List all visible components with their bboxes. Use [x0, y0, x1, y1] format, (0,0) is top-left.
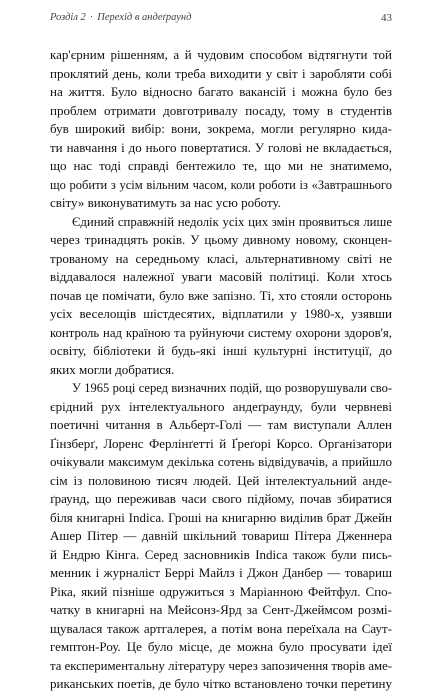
text-line: що робити з усім вільним часом, коли роботи із «Завтрашнього	[50, 177, 392, 192]
text-line: усіх веселощів шістдесятих, відплатили у 1980-х, узявши	[50, 306, 392, 321]
text-line: яких могли добратися.	[50, 361, 175, 377]
text-line: ґраунд, що переживав часи свого підйому, почав збиратися	[50, 491, 392, 506]
text-line: трованому на середньому класі, альтернативному світі не	[50, 250, 392, 266]
text-line: був широкий вибір: вони, зокрема, могли регулярно кида-	[50, 121, 392, 136]
text-line: Єдиний справжній недолік усіх цих змін проявиться лише	[72, 214, 392, 229]
text-line: освіту, бібліотеки й будь-які інші культурні інституції, до	[50, 343, 392, 358]
page-number: 43	[381, 12, 392, 24]
text-line: риканських поетів, де було чітко встановлено точки перетину	[50, 676, 392, 691]
body-text	[50, 46, 392, 694]
text-line: контроль над країною та руйнуючи систему охорони здоров'я,	[50, 325, 392, 340]
text-line: почав це помічати, було вже запізно. Ті, хто стояли осторонь	[50, 287, 392, 303]
text-line: єрідний рух інтелектуального андеґраунду, були червневі	[50, 398, 392, 414]
text-line: чатку в книгарні на Мейсонз-Ярд за Сент-Джеймсом розмі-	[50, 602, 392, 617]
text-line: світу» виконуватимуть за нас усю роботу.	[50, 195, 281, 210]
text-line: поетичні читання в Альберт-Голі — там виступали Аллен	[50, 417, 392, 432]
text-line: біля книгарні Indica. Гроші на книгарню виділив брат Джейн	[50, 509, 392, 525]
text-line: щувалася також артгалерея, а потім вона переїхала на Саут-	[50, 620, 392, 636]
header-separator: ·	[89, 12, 94, 23]
text-line: що нас тоді справді бентежило те, що ми не знатимемо,	[50, 158, 392, 173]
text-line: віддавалося належної уваги масовій політиці. Коли хтось	[50, 269, 392, 284]
text-line: через тринадцять років. У цьому дивному новому, сконцен-	[50, 232, 392, 247]
text-line: та експериментальну літературу через запозичення творів аме-	[50, 658, 392, 673]
text-line: ти навчання і до нього повертатися. У голові не вкладається,	[50, 139, 392, 155]
text-line: менник і журналіст Беррі Майлз і Джон Данбер — товариш	[50, 565, 392, 580]
running-head	[50, 12, 392, 30]
text-line: Ріка, який пізніше одружиться з Маріанною Фейтфул. Спо-	[50, 583, 392, 599]
text-line: на життя. Було відносно багато вакансій і можна було без	[50, 84, 392, 99]
chapter-label: Розділ 2	[50, 12, 86, 23]
text-line: Ашер Пітер — давній шкільний товариш Пітера Дженнера	[50, 528, 392, 543]
text-line: У 1965 році серед визначних подій, що розворушували сво-	[72, 381, 392, 395]
text-line: кар'єрним рішенням, а й чудовим способом відтягнути той	[50, 47, 392, 62]
text-line: Ґінзберґ, Лоренс Ферлінґетті й Ґреґорі Корсо. Організатори	[50, 435, 392, 451]
text-line: гемптон-Роу. Це було місце, де можна було просувати ідеї	[50, 639, 392, 654]
text-line: проблем отримати довготривалу посаду, тому в студентів	[50, 102, 392, 118]
text-line: й Ендрю Кінга. Серед засновників Indica також були пись-	[50, 546, 392, 562]
text-line: проклятий день, коли треба виходити у світ і заробляти собі	[50, 65, 392, 81]
text-line: сім із половиною тисяч людей. Цей інтелектуальний анде-	[50, 472, 392, 488]
section-title: Перехід в андеґраунд	[97, 12, 192, 23]
text-line: очікували максимум декілька сотень відвідувачів, а прийшло	[50, 454, 392, 469]
